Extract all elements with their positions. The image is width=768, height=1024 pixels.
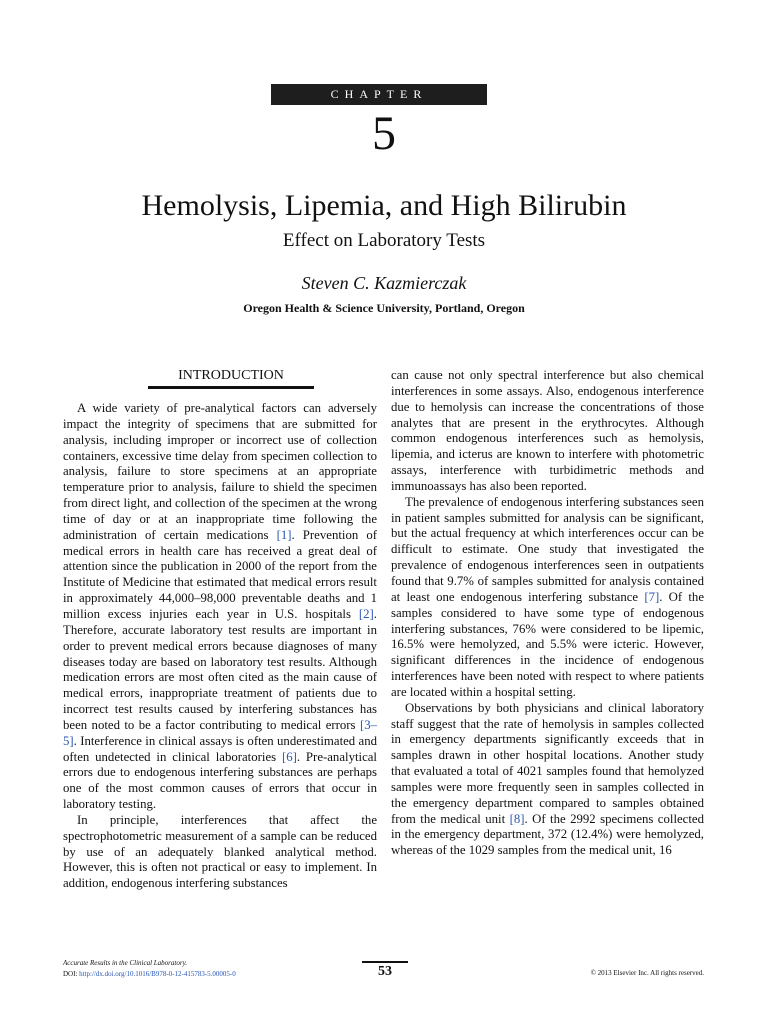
paragraph-text: . Interference in clinical assays is often underestimated and often undetected in clinical laboratories bbox=[63, 733, 377, 764]
footer-doi bbox=[63, 969, 236, 980]
section-heading-rule bbox=[148, 386, 314, 389]
chapter-title: Hemolysis, Lipemia, and High Bilirubin bbox=[141, 189, 627, 222]
citation-link[interactable]: [7] bbox=[644, 589, 660, 604]
chapter-number: 5 bbox=[372, 107, 396, 160]
paragraph bbox=[391, 495, 704, 701]
footer-doi-label: DOI: bbox=[63, 970, 80, 978]
right-text-column bbox=[391, 368, 704, 859]
page-number: 53 bbox=[378, 964, 392, 979]
footer-citation bbox=[63, 958, 236, 980]
paragraph-text: . Therefore, accurate laboratory test results are important in order to prevent medical errors because diagnoses of many diseases today are based on laboratory test results. Although medication errors are most often cited as the main cause of medical errors, inappropriate treatment of patients due to incorrect test results caused by interfering substances has been noted to be a factor contributing to medical errors bbox=[63, 606, 377, 732]
citation-link[interactable]: [3–5] bbox=[63, 717, 377, 748]
paragraph bbox=[63, 813, 377, 892]
citation-link[interactable]: [6] bbox=[281, 749, 297, 764]
left-text-column bbox=[63, 401, 377, 892]
section-heading: INTRODUCTION bbox=[178, 368, 284, 383]
paragraph-text: . Prevention of medical errors in health care has received a great deal of attention since the publication in 2000 of the report from the Institute of Medicine that estimated that medical errors result in approximately 44,000–98,000 preventable deaths and 1 million excess injuries each year in U.S. hospitals bbox=[63, 527, 377, 621]
paragraph-text: A wide variety of pre-analytical factors can adversely impact the integrity of specimens that are submitted for analysis, including improper or incorrect use of collection containers, excessive time delay from specimen collection to analysis, failure to store specimens at an appropriate temperature prior to analysis, failure to shield the specimen from direct light, and collection of the specimen at the wrong time of day or at an inappropriate time following the administration of certain medications bbox=[63, 401, 377, 542]
citation-link[interactable]: [2] bbox=[358, 606, 374, 621]
paragraph bbox=[391, 368, 704, 495]
paragraph-text: The prevalence of endogenous interfering substances seen in patient samples submitted for analysis can be significant, but the actual frequency at which interferences occur can be difficult to estimate. One study that investigated the prevalence of endogenous interferences seen in outpatients found that 9.7% of samples submitted for analysis contained at least one endogenous interfering substance bbox=[391, 494, 704, 604]
chapter-label-bar bbox=[271, 84, 487, 105]
chapter-label: CHAPTER bbox=[330, 87, 428, 101]
page-number-rule bbox=[362, 961, 408, 963]
paragraph-text: . Pre-analytical errors due to endogenous interfering substances are perhaps one of the most common causes of errors that occur in laboratory testing. bbox=[63, 749, 377, 812]
citation-link[interactable]: [8] bbox=[509, 811, 525, 826]
footer-book-title: Accurate Results in the Clinical Laboratory. bbox=[63, 959, 188, 967]
paragraph-text: . Of the 2992 specimens collected in the emergency department, 372 (12.4%) were hemolyzed, whereas of the 1029 samples from the medical unit, 16 bbox=[391, 811, 704, 858]
citation-link[interactable]: [1] bbox=[276, 527, 292, 542]
doi-link[interactable]: http://dx.doi.org/10.1016/B978-0-12-415783-5.00005-0 bbox=[79, 970, 236, 978]
chapter-subtitle: Effect on Laboratory Tests bbox=[282, 230, 486, 251]
paragraph bbox=[391, 701, 704, 859]
paragraph-text: In principle, interferences that affect the spectrophotometric measurement of a sample can be reduced by use of an adequately blanked analytical method. However, this is often not practical or easy to implement. In addition, endogenous interfering substances bbox=[63, 812, 377, 891]
paragraph-text: . Of the samples considered to have some type of endogenous interfering substances, 76% were considered to be lipemic, 16.5% were hemolyzed, and 5.5% were icteric. However, significant differences in the incidence of endogenous interferences have been noted with respect to where patients are located within a hospital setting. bbox=[391, 589, 705, 699]
paragraph bbox=[63, 401, 377, 813]
paragraph-text: Observations by both physicians and clinical laboratory staff suggest that the rate of hemolysis in samples collected in emergency departments significantly exceeds that in samples drawn in other hospital locations. Another study that evaluated a total of 4021 samples found that hemolyzed samples were more frequently seen in samples collected in the emergency department compared to samples obtained from the medical unit bbox=[391, 700, 704, 826]
author-affiliation: Oregon Health & Science University, Portland, Oregon bbox=[243, 301, 525, 315]
copyright-notice: © 2013 Elsevier Inc. All rights reserved. bbox=[590, 969, 704, 977]
paragraph-text: can cause not only spectral interference but also chemical interferences in some assays. Also, endogenous interference due to hemolysis can increase the concentrations of those analytes that are present in the erythrocytes. Although common endogenous interferences such as hemolysis, lipemia, and icterus are known to interfere with photometric assays, interference with turbidimetric methods and immunoassays has also been reported. bbox=[391, 368, 704, 493]
author-name: Steven C. Kazmierczak bbox=[301, 273, 467, 293]
